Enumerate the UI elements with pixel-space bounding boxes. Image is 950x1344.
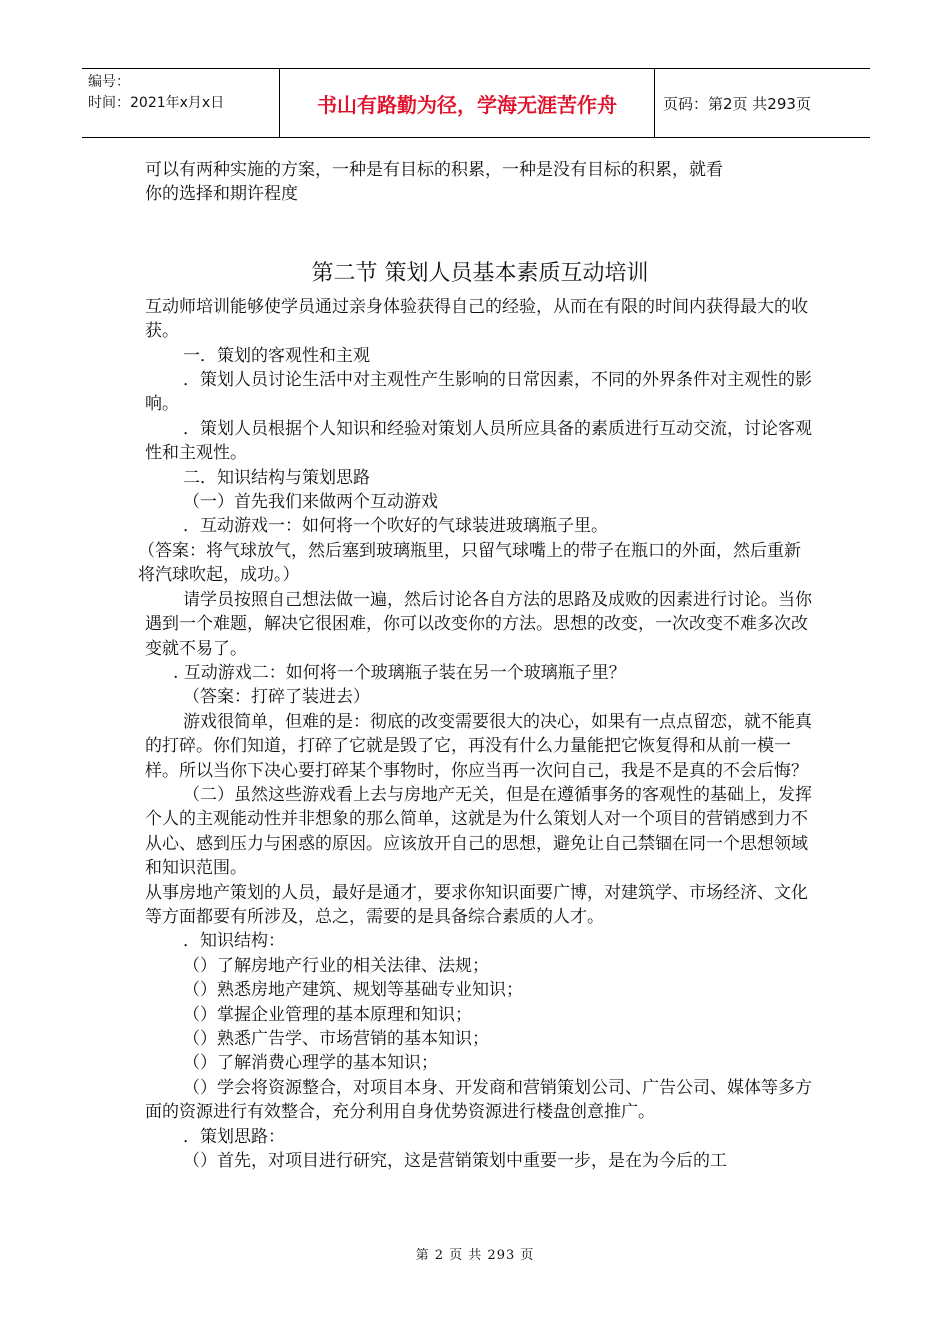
- paragraph: ．策划人员根据个人知识和经验对策划人员所应具备的素质进行互动交流，讨论客观性和主观性。: [145, 418, 812, 464]
- answer-one: （答案：将气球放气，然后塞到玻璃瓶里，只留气球嘴上的带子在瓶口的外面，然后重新将汽球吹起，成功。）: [138, 540, 801, 586]
- list-item: （）学会将资源整合，对项目本身、开发商和营销策划公司、广告公司、媒体等多方面的资源进行有效整合，充分利用自身优势资源进行楼盘创意推广。: [145, 1077, 812, 1123]
- paragraph: （二）虽然这些游戏看上去与房地产无关，但是在遵循事务的客观性的基础上，发挥个人的主观能动性并非想象的那么简单，这就是为什么策划人对一个项目的营销感到力不从心、感到压力与困惑的原因。应该放开自己的思想，避免让自己禁锢在同一个思想领域和知识范围。: [145, 784, 812, 879]
- header-page-info: 页码：第2页 共293页: [663, 94, 811, 113]
- paragraph: 互动师培训能够使学员通过亲身体验获得自己的经验，从而在有限的时间内获得最大的收获。: [145, 296, 808, 342]
- section-title: 第二节 策划人员基本素质互动培训: [311, 260, 649, 286]
- intro-line-2: 你的选择和期许程度: [145, 184, 298, 205]
- paragraph: 从事房地产策划的人员，最好是通才，要求你知识面要广博，对建筑学、市场经济、文化等方面都要有所涉及，总之，需要的是具备综合素质的人才。: [145, 882, 808, 927]
- list-item: （）了解消费心理学的基本知识；: [183, 1053, 438, 1074]
- paragraph: （一）首先我们来做两个互动游戏: [183, 492, 438, 513]
- heading-knowledge: 二．知识结构与策划思路: [183, 467, 370, 488]
- paragraph: 请学员按照自己想法做一遍，然后讨论各自方法的思路及成败的因素进行讨论。当你遇到一个难题，解决它很困难，你可以改变你的方法。思想的改变，一次改变不难多次改变就不易了。: [145, 589, 812, 659]
- paragraph: 游戏很简单，但难的是：彻底的改变需要很大的决心，如果有一点点留恋，就不能真的打碎。你们知道，打碎了它就是毁了它，再没有什么力量能把它恢复得和从前一模一样。所以当你下决心要打碎某个事物时，你应当再一次问自己，我是不是真的不会后悔？: [145, 711, 812, 781]
- list-item: （）首先，对项目进行研究，这是营销策划中重要一步，是在为今后的工: [183, 1151, 727, 1172]
- page-footer: 第 2 页 共 293 页: [415, 1248, 535, 1263]
- list-item: （）熟悉房地产建筑、规划等基础专业知识；: [183, 980, 523, 1001]
- game-two: . 互动游戏二：如何将一个玻璃瓶子装在另一个玻璃瓶子里？: [173, 662, 626, 683]
- heading-knowledge-structure: ．知识结构：: [183, 931, 285, 952]
- heading-planning-approach: ．策划思路：: [183, 1126, 285, 1147]
- answer-two: （答案：打碎了装进去）: [183, 687, 370, 708]
- section-gap: [145, 207, 815, 257]
- number-label: 编号：: [88, 74, 130, 90]
- date-label: 时间：2021年x月x日: [88, 95, 225, 111]
- header-meta: [82, 69, 280, 137]
- heading-objectivity: 一．策划的客观性和主观: [183, 345, 370, 366]
- game-one: ．互动游戏一：如何将一个吹好的气球装进玻璃瓶子里。: [183, 516, 608, 537]
- document-body: [138, 158, 815, 1173]
- list-item: （）了解房地产行业的相关法律、法规；: [183, 955, 489, 976]
- page-header: [82, 68, 870, 138]
- header-motto: 书山有路勤为径，学海无涯苦作舟: [280, 69, 655, 137]
- list-item: （）熟悉广告学、市场营销的基本知识；: [183, 1029, 489, 1049]
- intro-line-1: 可以有两种实施的方案，一种是有目标的积累，一种是没有目标的积累，就看: [145, 160, 723, 180]
- paragraph: ．策划人员讨论生活中对主观性产生影响的日常因素，不同的外界条件对主观性的影响。: [145, 370, 812, 415]
- list-item: （）掌握企业管理的基本原理和知识；: [183, 1004, 472, 1025]
